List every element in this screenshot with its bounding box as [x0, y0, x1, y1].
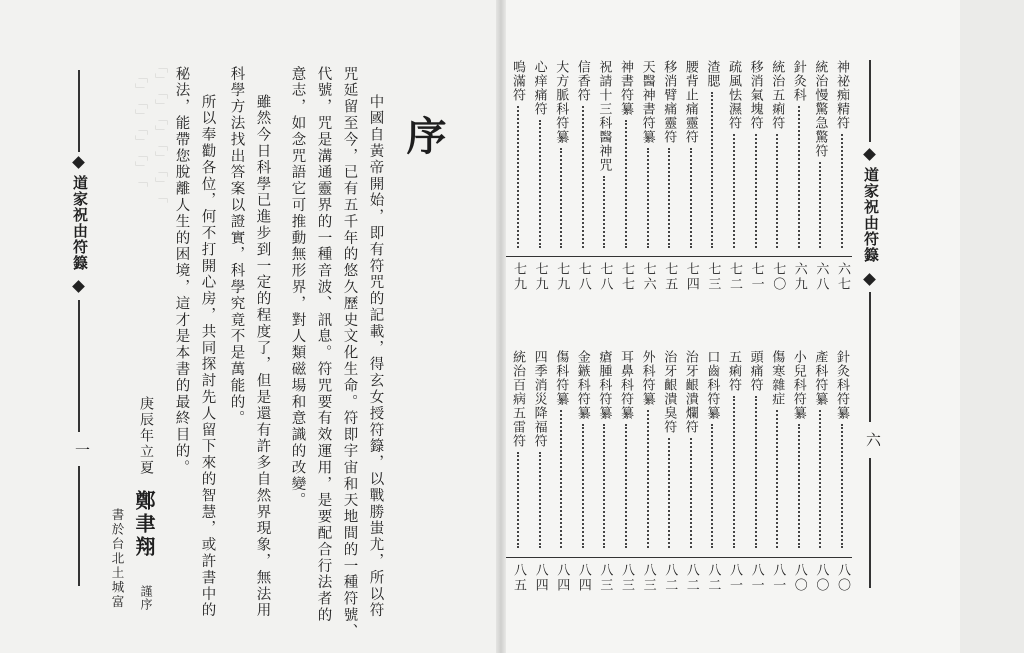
toc-page-number: 八三 [640, 563, 656, 593]
toc-rule [765, 256, 787, 257]
toc-page-number: 七八 [597, 262, 613, 292]
toc-rule [657, 256, 679, 257]
toc-leader-dots [603, 424, 605, 548]
toc-entry-title: 統治五痢符 [769, 60, 785, 130]
toc-page-number: 七七 [619, 262, 634, 292]
toc-leader-dots [711, 92, 713, 248]
toc-rule [506, 557, 528, 558]
toc-page-number: 八一 [770, 563, 786, 593]
toc-entry-title: 外科符纂 [639, 350, 655, 406]
toc-entry-title: 疏風怯濕符 [726, 60, 741, 130]
toc-entry-title: 瘡腫科符纂 [596, 350, 612, 420]
toc-rule [506, 256, 528, 257]
toc-page-number: 七九 [532, 262, 548, 292]
toc-page-number: 七八 [575, 262, 591, 292]
toc-entry-title: 小兒科符纂 [790, 350, 806, 420]
toc-rule [657, 557, 679, 558]
toc-leader-dots [841, 134, 843, 248]
toc-leader-dots [625, 120, 627, 248]
toc-page-number: 八四 [575, 563, 591, 593]
toc-page-number: 七三 [705, 262, 721, 292]
toc-rule [571, 557, 593, 558]
toc-leader-dots [733, 134, 735, 248]
toc-page-number: 七二 [727, 262, 742, 292]
toc-entry-title: 頭痛符 [747, 350, 763, 392]
left-header-title: 道家祝由符籙 [71, 175, 89, 271]
book-gutter [496, 0, 506, 653]
toc-leader-dots [711, 424, 713, 548]
toc-entry-title: 移消臂痛靈符 [661, 60, 677, 144]
toc-leader-dots [560, 148, 562, 248]
toc-page-number: 八四 [554, 563, 570, 593]
header-rule-footer [869, 458, 871, 588]
toc-rule [722, 557, 744, 558]
toc-entry-title: 金鏃科符纂 [574, 350, 590, 420]
toc-page-number: 六七 [835, 262, 850, 292]
header-rule-bottom [869, 292, 871, 422]
toc-leader-dots [625, 424, 627, 548]
toc-entry-title: 移消氣塊符 [747, 60, 763, 130]
preface-paragraph-line: 秘法，能帶您脫離人生的困境，這才是本書的最終目的。 [173, 66, 190, 476]
header-rule-top [78, 70, 80, 152]
toc-rule [700, 557, 722, 558]
toc-entry-title: 五痢符 [726, 350, 741, 392]
header-rule-bottom [78, 300, 80, 432]
toc-entry-title: 大方脈科符纂 [553, 60, 569, 144]
header-rule-footer [78, 466, 80, 586]
toc-page-number: 六八 [813, 262, 829, 292]
toc-leader-dots [539, 120, 541, 248]
preface-author: 鄭聿翔 [132, 490, 156, 559]
toc-rule [787, 557, 809, 558]
toc-page-number: 八〇 [791, 563, 807, 593]
toc-entry-title: 嗚滿符 [510, 60, 525, 102]
toc-leader-dots [560, 410, 562, 548]
toc-leader-dots [776, 134, 778, 248]
toc-rule [765, 557, 787, 558]
toc-leader-dots [668, 148, 670, 248]
toc-rule [830, 557, 852, 558]
toc-rule [549, 256, 571, 257]
toc-entry-title: 治牙齦潰爛符 [682, 350, 698, 434]
toc-rule [722, 256, 744, 257]
bleed-through-text: ﹁﹂﹁﹂﹁﹂﹁﹂﹁﹂﹁ [152, 60, 167, 203]
toc-leader-dots [582, 424, 584, 548]
toc-page-number: 八一 [748, 563, 764, 593]
toc-leader-dots [798, 106, 800, 248]
right-header-title: 道家祝由符籙 [862, 167, 880, 263]
toc-page-number: 八二 [705, 563, 721, 593]
toc-entry-title: 傷科符纂 [553, 350, 569, 406]
toc-entry-title: 耳鼻科符纂 [618, 350, 633, 420]
toc-rule [679, 256, 701, 257]
toc-rule [528, 557, 550, 558]
preface-title: 序 [400, 115, 447, 155]
toc-entry-title: 針灸科 [790, 60, 806, 102]
toc-page-number: 八四 [532, 563, 548, 593]
toc-rule [592, 557, 614, 558]
toc-entry-title: 口齒科符纂 [704, 350, 720, 420]
page-edge [960, 0, 1024, 653]
preface-paragraph-line: 咒延留至今，已有五千年的悠久歷史文化生命。符即宇宙和天地間的一種符號、 [341, 66, 358, 640]
toc-page-number: 七九 [554, 262, 570, 292]
toc-leader-dots [733, 396, 735, 548]
toc-entry-title: 神書符纂 [618, 60, 633, 116]
toc-leader-dots [776, 410, 778, 548]
toc-entry-title: 針灸科符纂 [834, 350, 849, 420]
toc-entry-title: 心痒痛符 [531, 60, 547, 116]
toc-leader-dots [841, 424, 843, 548]
toc-page-number: 七五 [662, 262, 678, 292]
toc-page-number: 七一 [748, 262, 764, 292]
toc-rule [700, 256, 722, 257]
toc-entry-title: 腰背止痛靈符 [682, 60, 698, 144]
toc-page-number: 八三 [619, 563, 634, 593]
toc-page-number: 八〇 [835, 563, 850, 593]
toc-rule [614, 557, 636, 558]
bleed-through-text: ﹁﹂﹁﹂﹁﹂﹁﹂﹁ [132, 70, 147, 187]
toc-rule [808, 557, 830, 558]
preface-paragraph-line: 中國自黃帝開始，即有符咒的記載，得玄女授符籙，以戰勝蚩尤，所以符 [367, 94, 384, 619]
preface-paragraph-line: 雖然今日科學已進步到一定的程度了，但是還有許多自然界現象，無法用 [254, 94, 271, 619]
left-page [0, 0, 500, 653]
toc-page-number: 七〇 [770, 262, 786, 292]
toc-entry-title: 傷寒雜症 [769, 350, 785, 406]
toc-rule [744, 557, 766, 558]
header-rule-top [869, 60, 871, 142]
toc-entry-title: 統治慢驚急驚符 [812, 60, 828, 158]
toc-leader-dots [690, 438, 692, 548]
toc-leader-dots [668, 438, 670, 548]
left-page-number: 一 [73, 442, 91, 457]
preface-paragraph-line: 所以奉勸各位，何不打開心房，共同探討先人留下來的智慧，或許書中的 [199, 94, 216, 619]
toc-page-number: 八一 [727, 563, 742, 593]
toc-entry-title: 治牙齦潰臭符 [661, 350, 677, 434]
toc-page-number: 六九 [791, 262, 807, 292]
toc-page-number: 七四 [683, 262, 699, 292]
toc-entry-title: 四季消災降福符 [531, 350, 547, 448]
toc-rule [830, 256, 852, 257]
toc-entry-title: 天醫神書符纂 [639, 60, 655, 144]
toc-leader-dots [819, 410, 821, 548]
toc-leader-dots [647, 410, 649, 548]
toc-entry-title: 信香符 [574, 60, 590, 102]
toc-leader-dots [517, 106, 519, 248]
toc-page-number: 八三 [597, 563, 613, 593]
right-page-number: 六 [864, 432, 882, 447]
toc-leader-dots [603, 176, 605, 248]
toc-entry-title: 渣腮 [704, 60, 720, 88]
toc-page-number: 七六 [640, 262, 656, 292]
preface-location: 書於台北土城富 [110, 508, 125, 610]
toc-leader-dots [690, 148, 692, 248]
toc-entry-title: 神祕痴精符 [834, 60, 849, 130]
toc-entry-title: 統治百病五雷符 [510, 350, 525, 448]
toc-rule [679, 557, 701, 558]
preface-paragraph-line: 代號，咒是溝通靈界的一種音波、訊息。符咒要有效運用，是要配合行法者的 [315, 66, 332, 624]
toc-rule [528, 256, 550, 257]
toc-rule [549, 557, 571, 558]
toc-rule [787, 256, 809, 257]
toc-leader-dots [755, 134, 757, 248]
toc-leader-dots [539, 452, 541, 548]
toc-rule [808, 256, 830, 257]
toc-rule [636, 557, 658, 558]
toc-leader-dots [798, 424, 800, 548]
toc-leader-dots [755, 396, 757, 548]
toc-rule [636, 256, 658, 257]
toc-rule [614, 256, 636, 257]
toc-page-number: 八〇 [813, 563, 829, 593]
toc-rule [744, 256, 766, 257]
toc-leader-dots [647, 148, 649, 248]
toc-leader-dots [582, 106, 584, 248]
toc-page-number: 八二 [683, 563, 699, 593]
preface-paragraph-line: 科學方法找出答案以證實，科學究竟不是萬能的。 [228, 66, 245, 427]
toc-leader-dots [517, 452, 519, 548]
toc-rule [571, 256, 593, 257]
preface-paragraph-line: 意志，如念咒語它可推動無形界，對人類磁場和意識的改變。 [289, 66, 306, 509]
toc-leader-dots [819, 162, 821, 248]
preface-date: 庚辰年立夏 [138, 396, 154, 476]
toc-page-number: 七九 [511, 262, 526, 292]
preface-author-suffix: 謹序 [139, 585, 153, 611]
toc-page-number: 八二 [662, 563, 678, 593]
toc-entry-title: 祝請十三科醫神咒 [596, 60, 612, 172]
toc-page-number: 八五 [511, 563, 526, 593]
toc-rule [592, 256, 614, 257]
toc-entry-title: 產科符纂 [812, 350, 828, 406]
